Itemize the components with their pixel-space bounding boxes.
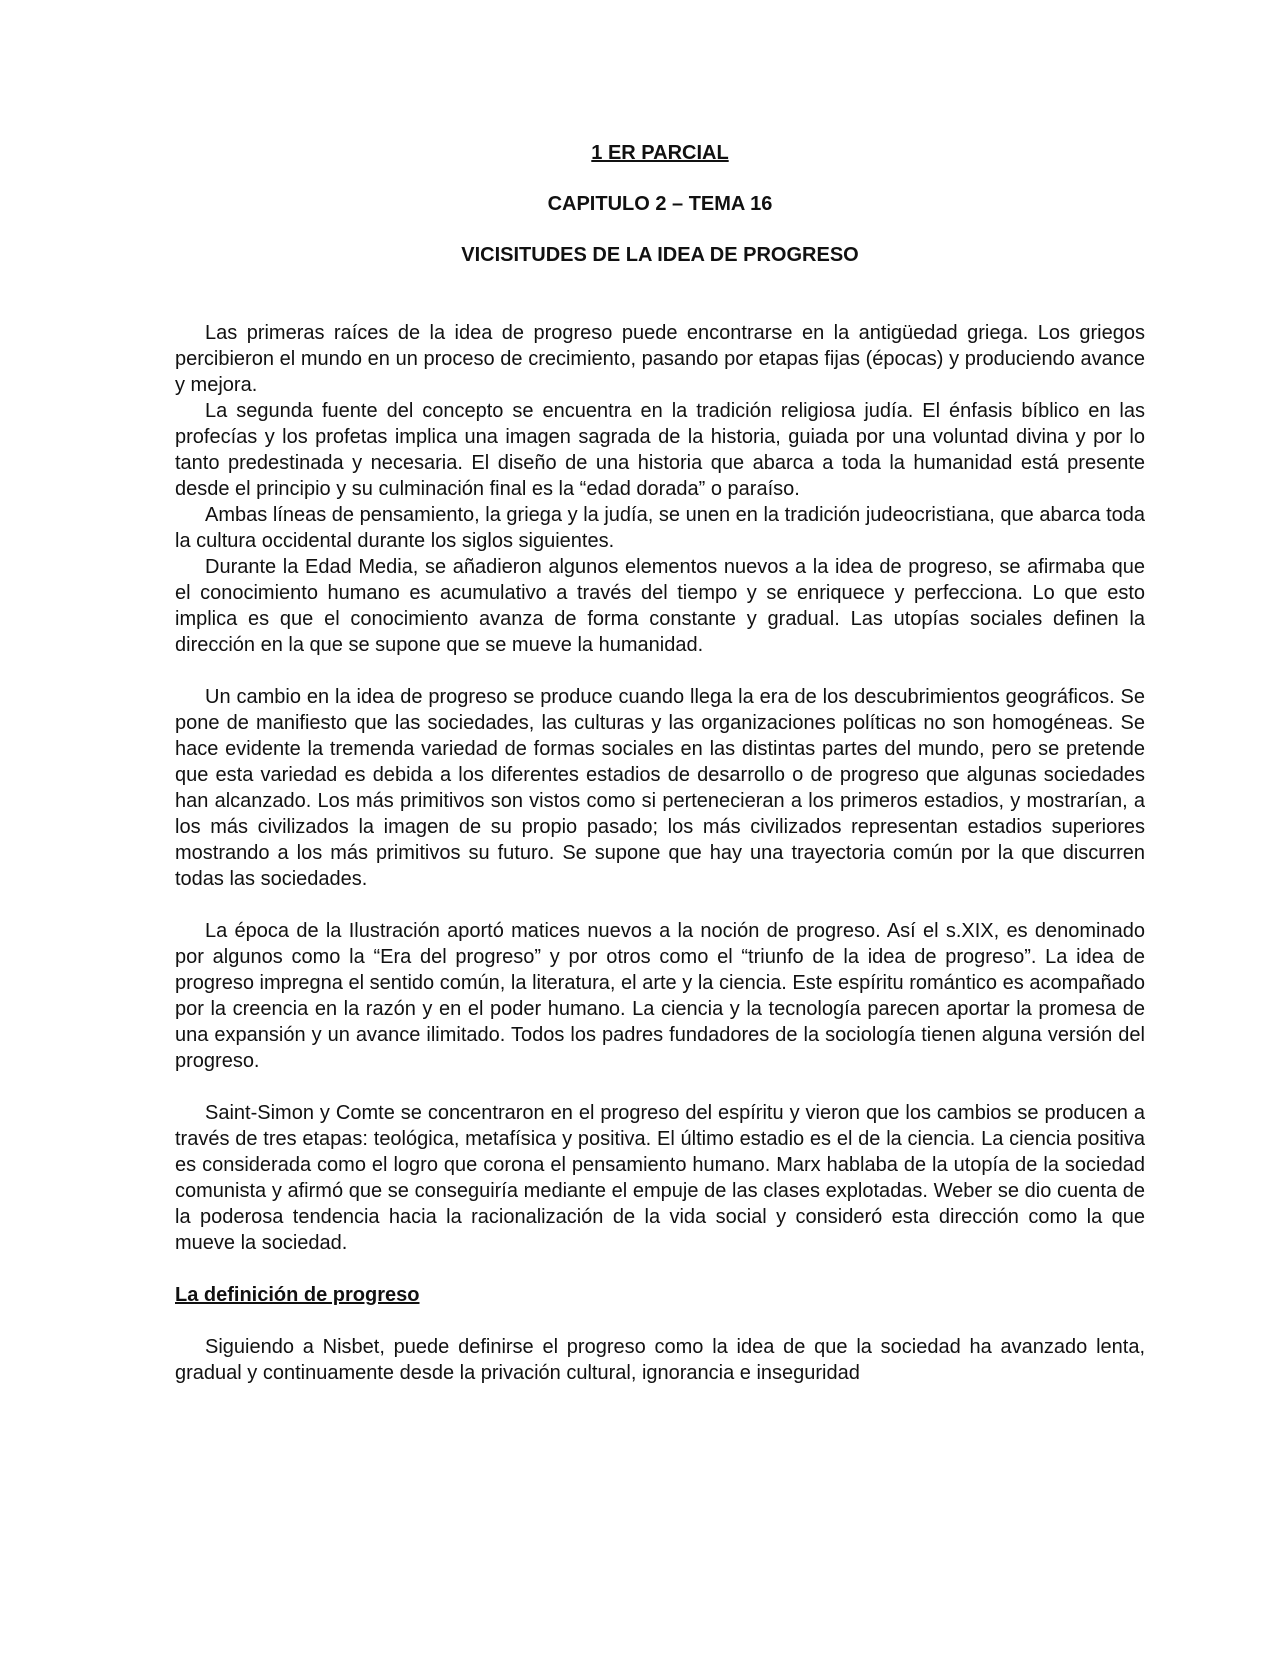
paragraph-judeo-christian: Ambas líneas de pensamiento, la griega y la judía, se unen en la tradición judeocristiana, que abarca toda la cultura occidental durante los siglos siguientes.: [175, 504, 1145, 552]
document-body: [175, 140, 1145, 1386]
paragraph-discoveries: Un cambio en la idea de progreso se produce cuando llega la era de los descubrimientos geográficos. Se pone de manifiesto que las sociedades, las culturas y las organizaciones políticas no son homogéneas. Se hace evidente la tremenda variedad de formas sociales en las distintas partes del mundo, pero se pretende que esta variedad es debida a los diferentes estadios de desarrollo o de progreso que algunas sociedades han alcanzado. Los más primitivos son vistos como si pertenecieran a los primeros estadios, y mostrarían, a los más civilizados la imagen de su propio pasado; los más civilizados representan estadios superiores mostrando a los más primitivos su futuro. Se supone que hay una trayectoria común por la que discurren todas las sociedades.: [175, 686, 1145, 890]
chapter-heading: CAPITULO 2 – TEMA 16: [547, 193, 773, 215]
paragraph-enlightenment: La época de la Ilustración aportó matices nuevos a la noción de progreso. Así el s.XIX, es denominado por algunos como la “Era del progreso” y por otros como el “triunfo de la idea de progreso”. La idea de progreso impregna el sentido común, la literatura, el arte y la ciencia. Este espíritu romántico es acompañado por la creencia en la razón y en el poder humano. La ciencia y la tecnología parecen aportar la promesa de una expansión y un avance ilimitado. Todos los padres fundadores de la sociología tienen alguna versión del progreso.: [175, 920, 1145, 1072]
document-subtitle: VICISITUDES DE LA IDEA DE PROGRESO: [461, 244, 859, 266]
paragraph-greek-roots: Las primeras raíces de la idea de progreso puede encontrarse en la antigüedad griega. Los griegos percibieron el mundo en un proceso de crecimiento, pasando por etapas fijas (épocas) y produciendo avance y mejora.: [175, 322, 1145, 396]
paragraph-jewish-tradition: La segunda fuente del concepto se encuentra en la tradición religiosa judía. El énfasis bíblico en las profecías y los profetas implica una imagen sagrada de la historia, guiada por una voluntad divina y por lo tanto predestinada y necesaria. El diseño de una historia que abarca a toda la humanidad está presente desde el principio y su culminación final es la “edad dorada” o paraíso.: [175, 400, 1145, 500]
section-heading: La definición de progreso: [175, 1284, 420, 1306]
paragraph-middle-ages: Durante la Edad Media, se añadieron algunos elementos nuevos a la idea de progreso, se afirmaba que el conocimiento humano es acumulativo a través del tiempo y se enriquece y perfecciona. Lo que esto implica es que el conocimiento avanza de forma constante y gradual. Las utopías sociales definen la dirección en la que se supone que se mueve la humanidad.: [175, 556, 1145, 656]
paragraph-nisbet: Siguiendo a Nisbet, puede definirse el progreso como la idea de que la sociedad ha avanzado lenta, gradual y continuamente desde la privación cultural, ignorancia e inseguridad: [175, 1336, 1145, 1384]
document-title: 1 ER PARCIAL: [591, 142, 729, 164]
paragraph-founders: Saint-Simon y Comte se concentraron en el progreso del espíritu y vieron que los cambios se producen a través de tres etapas: teológica, metafísica y positiva. El último estadio es el de la ciencia. La ciencia positiva es considerada como el logro que corona el pensamiento humano. Marx hablaba de la utopía de la sociedad comunista y afirmó que se conseguiría mediante el empuje de las clases explotadas. Weber se dio cuenta de la poderosa tendencia hacia la racionalización de la vida social y consideró esta dirección como la que mueve la sociedad.: [175, 1102, 1145, 1254]
